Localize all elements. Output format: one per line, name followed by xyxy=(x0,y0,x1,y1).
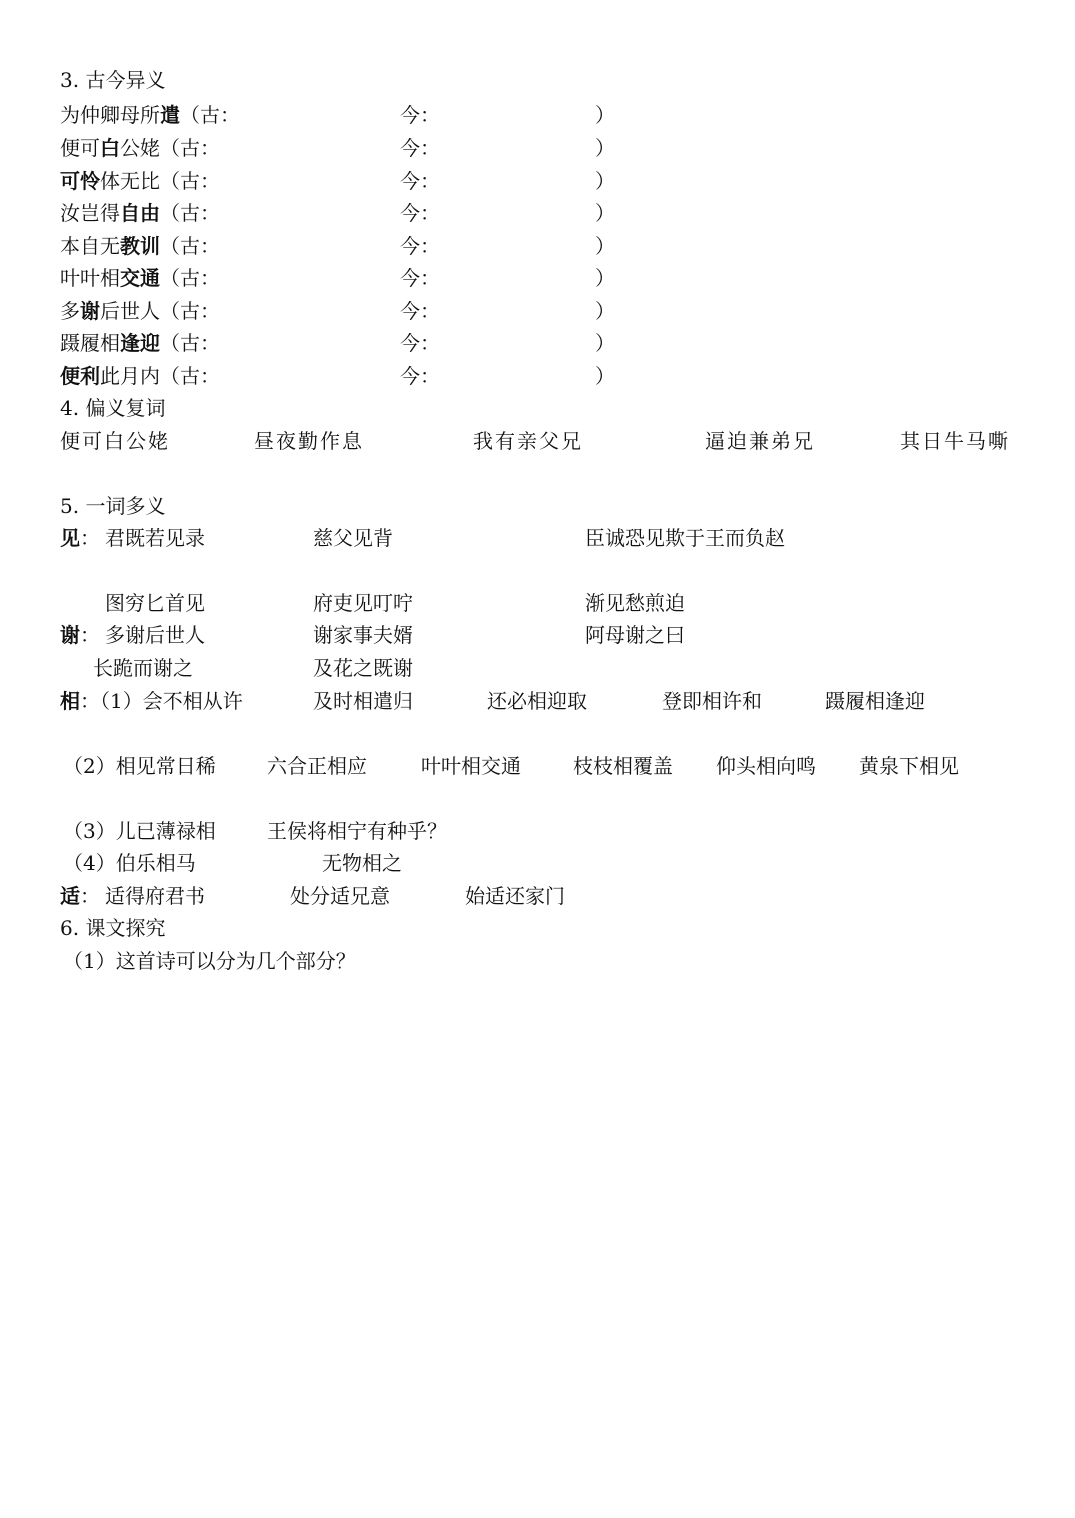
phrase-post: 体无比 xyxy=(100,169,160,193)
close-paren: ） xyxy=(595,234,615,258)
example-phrase: 臣诚恐见欺于王而负赵 xyxy=(585,526,785,550)
jin-label: 今： xyxy=(400,169,440,193)
phrase-pre: 蹑履相 xyxy=(60,331,120,355)
phrase-key: 谢 xyxy=(80,299,100,323)
phrase-post: 公姥 xyxy=(120,136,160,160)
example-phrase: 渐见愁煎迫 xyxy=(585,591,685,615)
polysemy-row-shi xyxy=(60,883,565,909)
phrase-key: 教训 xyxy=(120,234,160,258)
gu-label: （古： xyxy=(180,103,240,127)
phrase-pre: 汝岂得 xyxy=(60,201,120,225)
jin-label: 今： xyxy=(400,364,440,388)
example-phrase: 会不相从许 xyxy=(142,689,243,713)
close-paren: ） xyxy=(595,299,615,323)
example-phrase: 长跪而谢之 xyxy=(93,656,193,680)
section-6-heading: 6. 课文探究 xyxy=(60,916,166,940)
example-phrase: 黄泉下相见 xyxy=(859,754,959,778)
example-phrase: 蹑履相逢迎 xyxy=(825,689,925,713)
example-phrase: 慈父见背 xyxy=(313,526,393,550)
phrase-key: 便利 xyxy=(60,364,100,388)
colon: ： xyxy=(80,623,100,647)
word-label: 见 xyxy=(60,526,80,550)
jin-label: 今： xyxy=(400,299,440,323)
colon: ： xyxy=(80,526,100,550)
example-phrase: 登即相许和 xyxy=(662,689,762,713)
example-phrase: 君既若见录 xyxy=(105,526,205,550)
polysemy-row-xie xyxy=(60,622,685,648)
example-phrase: 无物相之 xyxy=(322,851,402,875)
word-label: 相 xyxy=(60,689,80,713)
phrase-key: 交通 xyxy=(120,266,160,290)
polysemy-row-jian xyxy=(60,525,785,551)
jin-label: 今： xyxy=(400,103,440,127)
example-phrase: 儿已薄禄相 xyxy=(115,819,216,843)
phrase-pre: 多 xyxy=(60,299,80,323)
close-paren: ） xyxy=(595,103,615,127)
example-phrase: 便可白公姥 xyxy=(60,429,170,453)
sense-number: （2） xyxy=(63,754,116,778)
archaic-row xyxy=(60,265,615,291)
archaic-row xyxy=(60,298,615,324)
polysemy-row-xiang-3 xyxy=(63,818,447,844)
example-phrase: 及花之既谢 xyxy=(313,656,413,680)
phrase-post: 后世人 xyxy=(100,299,160,323)
gu-label: （古： xyxy=(160,136,220,160)
example-phrase: 王侯将相宁有种乎？ xyxy=(267,819,447,843)
gu-label: （古： xyxy=(160,266,220,290)
example-phrase: 枝枝相覆盖 xyxy=(573,754,673,778)
gu-label: （古： xyxy=(160,234,220,258)
gu-label: （古： xyxy=(160,364,220,388)
word-label: 谢 xyxy=(60,623,80,647)
archaic-row xyxy=(60,200,615,226)
polysemy-row-xiang-2 xyxy=(63,753,959,779)
example-phrase: 六合正相应 xyxy=(267,754,367,778)
example-phrase: 相见常日稀 xyxy=(115,754,216,778)
section-5-heading: 5. 一词多义 xyxy=(60,494,166,518)
sense-number: （1） xyxy=(100,689,143,713)
example-phrase: 昼夜勤作息 xyxy=(254,429,364,453)
close-paren: ） xyxy=(595,201,615,225)
example-phrase: 适得府君书 xyxy=(105,884,205,908)
phrase-key: 逢迎 xyxy=(120,331,160,355)
example-phrase: 还必相迎取 xyxy=(487,689,587,713)
example-phrase: 我有亲父兄 xyxy=(473,429,583,453)
phrase-pre: 叶叶相 xyxy=(60,266,120,290)
word-label: 适 xyxy=(60,884,80,908)
gu-label: （古： xyxy=(160,169,220,193)
archaic-row xyxy=(60,135,615,161)
close-paren: ） xyxy=(595,331,615,355)
inquiry-question: （1）这首诗可以分为几个部分？ xyxy=(63,949,356,973)
archaic-row xyxy=(60,363,615,389)
example-phrase: 及时相遣归 xyxy=(313,689,413,713)
phrase-pre: 便可 xyxy=(60,136,100,160)
phrase-pre: 为仲卿母所 xyxy=(60,103,160,127)
jin-label: 今： xyxy=(400,136,440,160)
example-phrase: 多谢后世人 xyxy=(105,623,205,647)
phrase-post: 此月内 xyxy=(100,364,160,388)
close-paren: ） xyxy=(595,169,615,193)
example-phrase: 逼迫兼弟兄 xyxy=(705,429,815,453)
phrase-key: 遣 xyxy=(160,103,180,127)
close-paren: ） xyxy=(595,266,615,290)
example-phrase: 伯乐相马 xyxy=(115,851,196,875)
section-4-heading: 4. 偏义复词 xyxy=(60,396,166,420)
jin-label: 今： xyxy=(400,201,440,225)
polysemy-row-xiang-4 xyxy=(63,850,402,876)
polysemy-row-xiang-1 xyxy=(60,688,925,714)
example-phrase: 处分适兄意 xyxy=(290,884,390,908)
jin-label: 今： xyxy=(400,331,440,355)
sense-number: （4） xyxy=(63,851,116,875)
archaic-row xyxy=(60,102,615,128)
section-3-heading: 3. 古今异义 xyxy=(60,68,166,92)
phrase-key: 白 xyxy=(100,136,120,160)
gu-label: （古： xyxy=(160,331,220,355)
gu-label: （古： xyxy=(160,201,220,225)
example-phrase: 其日牛马嘶 xyxy=(900,429,1010,453)
sense-number: （3） xyxy=(63,819,116,843)
jin-label: 今： xyxy=(400,266,440,290)
example-phrase: 叶叶相交通 xyxy=(421,754,521,778)
phrase-key: 可怜 xyxy=(60,169,100,193)
example-phrase: 仰头相向鸣 xyxy=(716,754,816,778)
archaic-row xyxy=(60,168,615,194)
jin-label: 今： xyxy=(400,234,440,258)
phrase-pre: 本自无 xyxy=(60,234,120,258)
colon: ： xyxy=(80,689,100,713)
example-phrase: 府吏见叮咛 xyxy=(313,591,413,615)
phrase-key: 自由 xyxy=(120,201,160,225)
gu-label: （古： xyxy=(160,299,220,323)
example-phrase: 阿母谢之曰 xyxy=(585,623,685,647)
close-paren: ） xyxy=(595,136,615,160)
close-paren: ） xyxy=(595,364,615,388)
colon: ： xyxy=(80,884,100,908)
example-phrase: 图穷匕首见 xyxy=(105,591,205,615)
example-phrase: 谢家事夫婿 xyxy=(313,623,413,647)
archaic-row xyxy=(60,330,615,356)
example-phrase: 始适还家门 xyxy=(465,884,565,908)
archaic-row xyxy=(60,233,615,259)
